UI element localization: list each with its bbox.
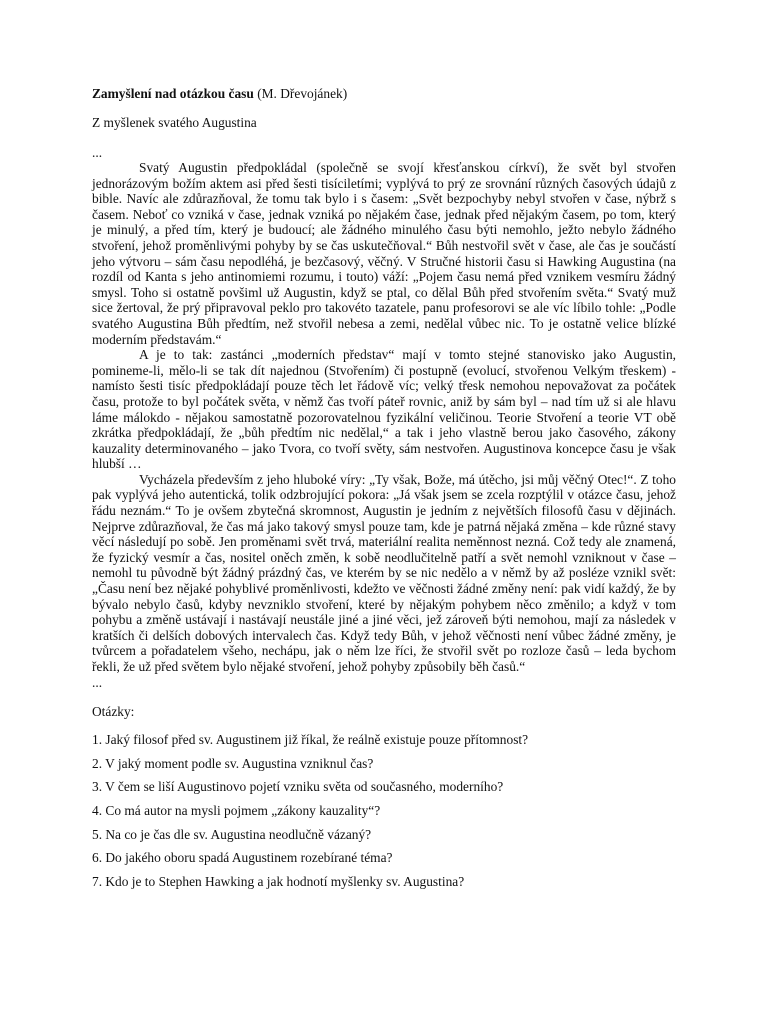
questions-list xyxy=(92,732,676,890)
document-page xyxy=(92,86,676,897)
paragraph-2: A je to tak: zastánci „moderních představ“ mají v tomto stejné stanovisko jako Augustin, pomineme-li, mělo-li se tak dít najednou (Stvořením) či postupně (evolucí, stvořenou Velkým třeskem) - namísto šesti tisíc předpokládají pouze těch let řádově víc; velký třesk nemohou nepovažovat za počátek času, protože to byl počátek světa, v němž čas tvoří páteř rovnic, aniž by sám byl – nad tím už si ale hlavu láme málokdo - nějakou samostatně pozorovatelnou fyzikální veličinou. Teorie Stvoření a teorie VT obě zkrátka předpokládají, že „bůh předtím nic nedělal,“ a tak i jeho vlastně berou jako časového, zákony kauzality determinovaného – jako Tvora, co tvoří světy, sám nestvořen. Augustinova koncepce času je však hlubší … xyxy=(92,347,676,472)
title-author: (M. Dřevojánek) xyxy=(253,86,348,101)
question-item: 1. Jaký filosof před sv. Augustinem již říkal, že reálně existuje pouze přítomnost? xyxy=(92,732,529,748)
document-title xyxy=(92,86,676,102)
question-item: 5. Na co je čas dle sv. Augustina neodlučně vázaný? xyxy=(92,826,372,842)
questions-heading: Otázky: xyxy=(92,704,135,720)
question-item: 4. Co má autor na mysli pojmem „zákony kauzality“? xyxy=(92,802,381,818)
paragraph-3: Vycházela především z jeho hluboké víry: „Ty však, Bože, má útěcho, jsi můj věčný Otec!“. Z toho pak vyplývá jeho autentická, tolik odzbrojující pokora: „Já však jsem se zcela rozptýlil v otázce času, jehož řádu neznám.“ To je ovšem zbytečná skromnost, Augustin je jedním z největších filosofů času v dějinách. Nejprve zdůrazňoval, že čas má jako takový smysl pouze tam, kde je patrná nějaká změna – kde různé stavy věcí následují po sobě. Jen proměnami svět trvá, materiální realita neměnnost nezná. Což tedy ale znamená, že fyzický vesmír a čas, nositel oněch změn, k sobě neodlučitelně patří a svět nemohl vzniknout v čase – nemohl tu původně být žádný prázdný čas, ve kterém by se nic nedělo a v němž by až posléze vznikl svět: „Času není bez nějaké pohyblivé proměnlivosti, kdežto ve věčnosti žádné změny není: pak vidí každý, že by bývalo nebylo časů, kdyby nevzniklo stvoření, které by nějakým pohybem něco změnilo; a když v tom pohybu a změně ustávají i nastávají neustále jiné a jiné věci, jež zároveň býti nemohou, mají za následek v kratších či delších dobových intervalech čas. Když tedy Bůh, v jehož věčnosti není vůbec žádné změny, je tvůrcem a pořadatelem všeho, nechápu, jak o něm lze říci, že stvořil svět po rozloze časů – leda bychom řekli, že už před světem bylo nějaké stvoření, jehož pohyby způsobily běh časů.“ xyxy=(92,471,676,674)
document-subtitle: Z myšlenek svatého Augustina xyxy=(92,115,257,130)
question-item: 7. Kdo je to Stephen Hawking a jak hodnotí myšlenky sv. Augustina? xyxy=(92,873,465,889)
title-main: Zamyšlení nad otázkou času xyxy=(92,86,254,101)
ellipsis-start: ... xyxy=(92,145,103,160)
question-item: 6. Do jakého oboru spadá Augustinem rozebírané téma? xyxy=(92,850,393,866)
ellipsis-end: ... xyxy=(92,674,103,690)
paragraph-1: Svatý Augustin předpokládal (společně se svojí křesťanskou církví), že svět byl stvořen jednorázovým božím aktem asi před šesti tisíciletími; vyplývá to prý ze srovnání různých časových údajů z bible. Navíc ale zdůrazňoval, že tomu tak bylo i s časem: „Svět bezpochyby nebyl stvořen v čase, nýbrž s časem. Neboť co vzniká v čase, jednak vzniká po nějakém čase, jednak před nějakým časem, po tom, který je minulý, a před tím, který je budoucí; ale žádného minulého času býti nemohlo, ježto nebylo žádného stvoření, jehož proměnlivými pohyby by se čas uskutečňoval.“ Bůh nestvořil svět v čase, ale čas je součástí jeho výtvoru – sám času nepodléhá, je bezčasový, věčný. V Stručné historii času si Hawking Augustina (na rozdíl od Kanta s jeho antinomiemi rozumu, i touto) váží: „Pojem času nemá před vznikem vesmíru žádný smysl. Toho si ostatně povšiml už Augustin, když se ptal, co dělal Bůh před stvořením světa.“ Svatý muž sice žertoval, že prý připravoval peklo pro takovéto tazatele, panu profesorovi se ale víc líbilo tohle: „Podle svatého Augustina Bůh předtím, než stvořil nebesa a zemi, nedělal vůbec nic. To je ostatně velice blízké moderním představám.“ xyxy=(92,160,676,347)
question-item: 2. V jaký moment podle sv. Augustina vzniknul čas? xyxy=(92,755,374,771)
question-item: 3. V čem se liší Augustinovo pojetí vzniku světa od současného, moderního? xyxy=(92,779,504,795)
body-text xyxy=(92,160,676,675)
